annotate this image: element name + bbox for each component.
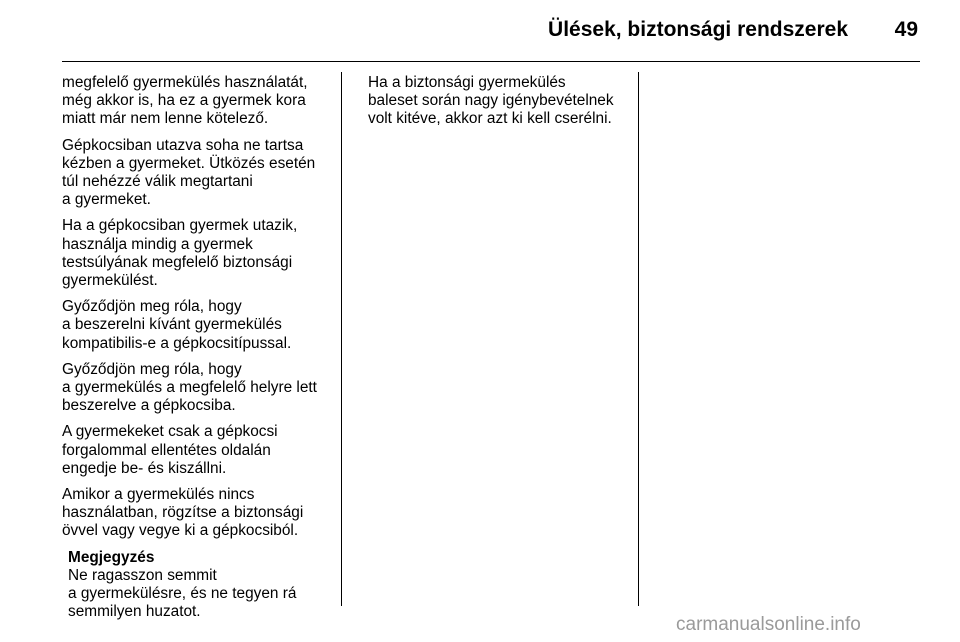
paragraph: A gyermekeket csak a gépkocsi forgalommal ellentétes oldalán engedje be- és kiszállni. (62, 423, 278, 477)
paragraph: Győződjön meg róla, hogy a gyermekülés a megfelelő helyre lett beszerelve a gépkocsiba. (62, 360, 317, 415)
paragraph: megfelelő gyermekülés használatát, még akkor is, ha ez a gyermek kora miatt már nem lenne kötelező. (62, 74, 308, 128)
text-column-middle (368, 74, 634, 137)
note-title: Megjegyzés (68, 548, 155, 566)
paragraph: Gépkocsiban utazva soha ne tartsa kézben a gyermeket. Ütközés esetén túl nehézzé válik megtartani a gyermeket. (62, 136, 316, 209)
note-text: Ne ragasszon semmit a gyermekülésre, és ne tegyen rá semmilyen huzatot. (68, 566, 297, 621)
text-column-left (62, 74, 337, 621)
column-divider (638, 72, 639, 606)
section-title: Ülések, biztonsági rendszerek (548, 18, 848, 41)
page-number: 49 (894, 18, 918, 41)
paragraph: Ha a biztonsági gyermekülés baleset során nagy igénybevételnek volt kitéve, akkor azt ki kell cserélni. (368, 74, 614, 128)
watermark: carmanualsonline.info (676, 614, 861, 635)
paragraph: Amikor a gyermekülés nincs használatban, rögzítse a biztonsági övvel vagy vegye ki a gépkocsiból. (62, 486, 304, 540)
paragraph: Győződjön meg róla, hogy a beszerelni kívánt gyermekülés kompatibilis-e a gépkocsitípussal. (62, 298, 292, 352)
column-divider (341, 72, 342, 606)
note-box (62, 549, 337, 622)
header-divider (62, 61, 920, 62)
page-header (62, 14, 920, 54)
paragraph: Ha a gépkocsiban gyermek utazik, használja mindig a gyermek testsúlyának megfelelő biztonsági gyermekülést. (62, 217, 298, 290)
